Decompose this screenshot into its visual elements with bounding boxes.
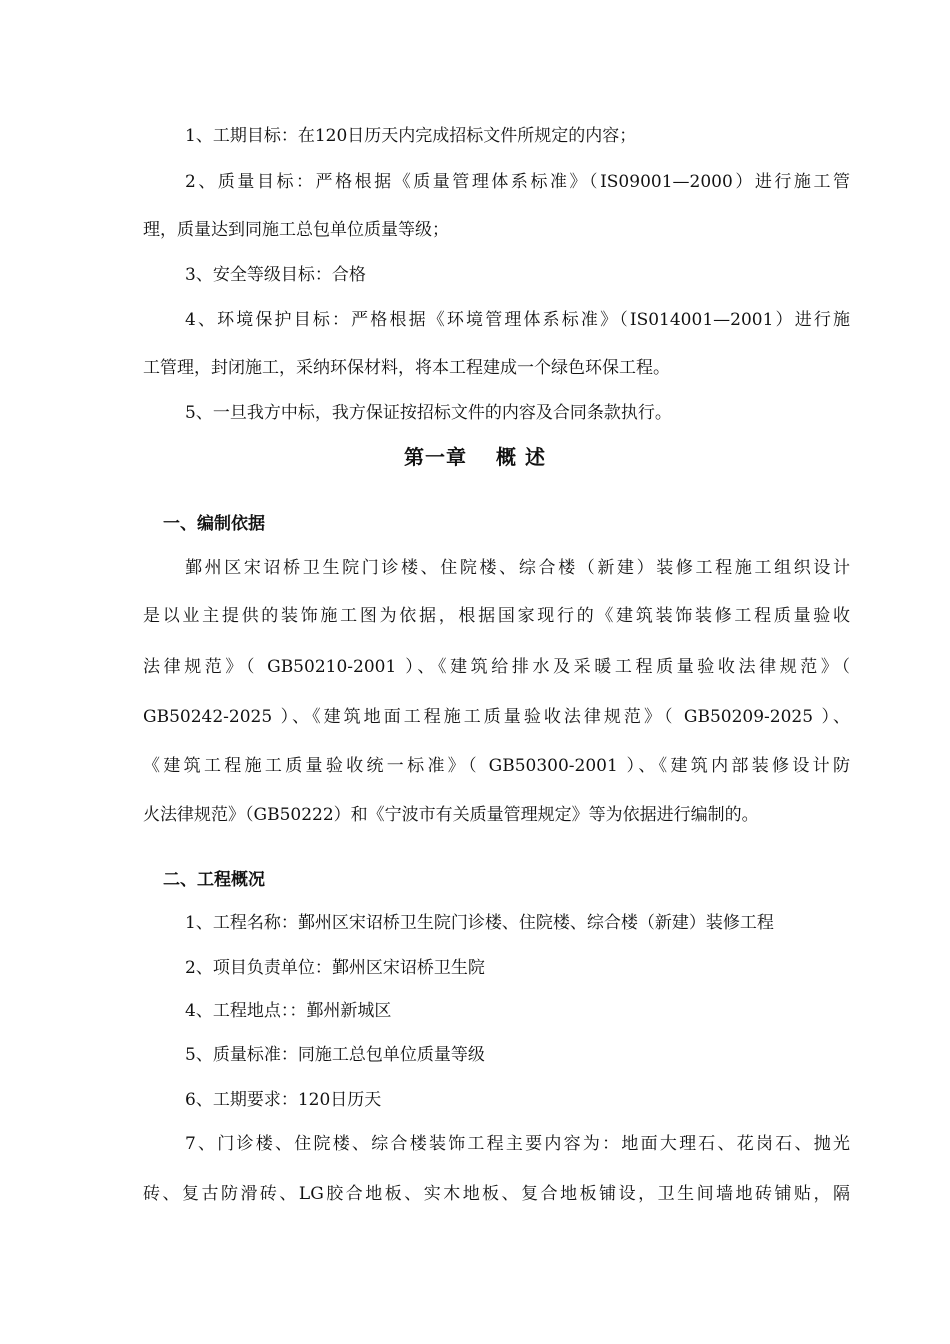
paragraph-line: 鄞州区宋诏桥卫生院门诊楼、住院楼、综合楼（新建）装修工程施工组织设计	[185, 558, 850, 578]
goal-item-quality: 2、质量目标：严格根据《质量管理体系标准》（IS09001—2000）进行施工管	[185, 172, 850, 192]
goal-item-safety: 3、安全等级目标：合格	[185, 265, 366, 285]
overview-item-scope: 7、门诊楼、住院楼、综合楼装饰工程主要内容为：地面大理石、花岗石、抛光	[185, 1134, 850, 1154]
overview-item-name: 1、工程名称：鄞州区宋诏桥卫生院门诊楼、住院楼、综合楼（新建）装修工程	[185, 913, 774, 933]
paragraph-line: 法律规范》（ GB50210-2001 ）、《建筑给排水及采暖工程质量验收法律规范》（	[143, 657, 850, 677]
paragraph-line: 火法律规范》（GB50222）和《宁波市有关质量管理规定》等为依据进行编制的。	[143, 805, 759, 825]
overview-item-standard: 5、质量标准：同施工总包单位质量等级	[185, 1045, 485, 1065]
chapter-title: 第一章 概 述	[404, 445, 546, 469]
goal-item-environment-cont: 工管理，封闭施工，采纳环保材料，将本工程建成一个绿色环保工程。	[143, 358, 670, 378]
paragraph-line: GB50242-2025 ）、《建筑地面工程施工质量验收法律规范》（ GB50209-2025 ）、	[143, 707, 850, 727]
overview-item-duration: 6、工期要求：120日历天	[185, 1090, 382, 1110]
overview-item-location: 4、工程地点：：鄞州新城区	[185, 1001, 392, 1021]
section-heading-overview: 二、工程概况	[163, 870, 265, 890]
paragraph-line: 《建筑工程施工质量验收统一标准》（ GB50300-2001 ）、《建筑内部装修设计防	[143, 756, 850, 776]
goal-item-schedule: 1、工期目标：在120日历天内完成招标文件所规定的内容；	[185, 126, 637, 146]
goal-item-commitment: 5、一旦我方中标，我方保证按招标文件的内容及合同条款执行。	[185, 403, 672, 423]
overview-item-scope-cont: 砖、复古防滑砖、LG胶合地板、实木地板、复合地板铺设，卫生间墙地砖铺贴，隔	[143, 1184, 850, 1204]
goal-item-quality-cont: 理，质量达到同施工总包单位质量等级；	[143, 220, 449, 240]
paragraph-line: 是以业主提供的装饰施工图为依据，根据国家现行的《建筑装饰装修工程质量验收	[143, 606, 850, 626]
goal-item-environment: 4、环境保护目标：严格根据《环境管理体系标准》（IS014001—2001）进行施	[185, 310, 850, 330]
section-heading-basis: 一、编制依据	[163, 514, 265, 534]
overview-item-unit: 2、项目负责单位：鄞州区宋诏桥卫生院	[185, 958, 485, 978]
